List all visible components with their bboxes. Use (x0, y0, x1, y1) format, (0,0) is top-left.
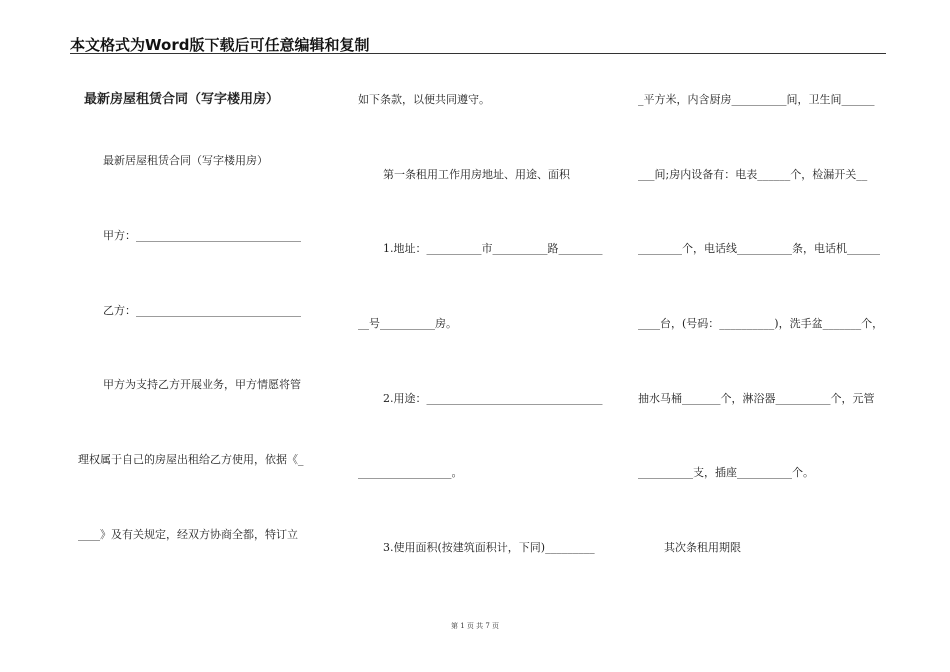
article-heading: 第一条租用工作用房地址、用途、面积 (383, 168, 570, 181)
subtitle-line: 最新居屋租赁合同（写字楼用房） (103, 154, 268, 167)
party-b-line: 乙方：______________________________ (103, 304, 301, 317)
usage-line: 2.用途：________________________________ (383, 392, 603, 405)
page-number: 第 1 页 共 7 页 (450, 622, 500, 630)
body-line: __________支，插座__________个。 (638, 466, 814, 479)
body-line: 抽水马桶_______个，淋浴器__________个，元管 (638, 392, 875, 405)
body-line: 理权属于自己的房屋出租给乙方使用，依据《_ (78, 453, 304, 466)
body-line: ________个，电话线__________条，电话机______ (638, 242, 880, 255)
page-header (70, 33, 886, 54)
body-line: 如下条款，以便共同遵守。 (358, 93, 490, 106)
article-heading: 其次条租用期限 (664, 541, 741, 554)
area-line: 3.使用面积(按建筑面积计，下同)_________ (383, 541, 595, 554)
body-line: __号__________房。 (358, 317, 457, 330)
party-a-line: 甲方：______________________________ (103, 229, 301, 242)
body-line: _平方米，内含厨房__________间，卫生间______ (638, 93, 875, 106)
document-title: 最新房屋租赁合同（写字楼用房） (84, 92, 280, 107)
address-line: 1.地址：__________市__________路________ (383, 242, 603, 255)
body-line: ____台，(号码：__________)，洗手盆_______个， (638, 317, 884, 330)
body-line: ____》及有关规定，经双方协商全都，特订立 (78, 528, 298, 541)
body-line: _________________。 (358, 466, 463, 479)
body-line: 甲方为支持乙方开展业务，甲方情愿将管 (103, 378, 301, 391)
header-text: 本文格式为Word版下载后可任意编辑和复制 (70, 36, 370, 54)
body-line: ___间;房内设备有：电表______个，检漏开关__ (638, 168, 868, 181)
